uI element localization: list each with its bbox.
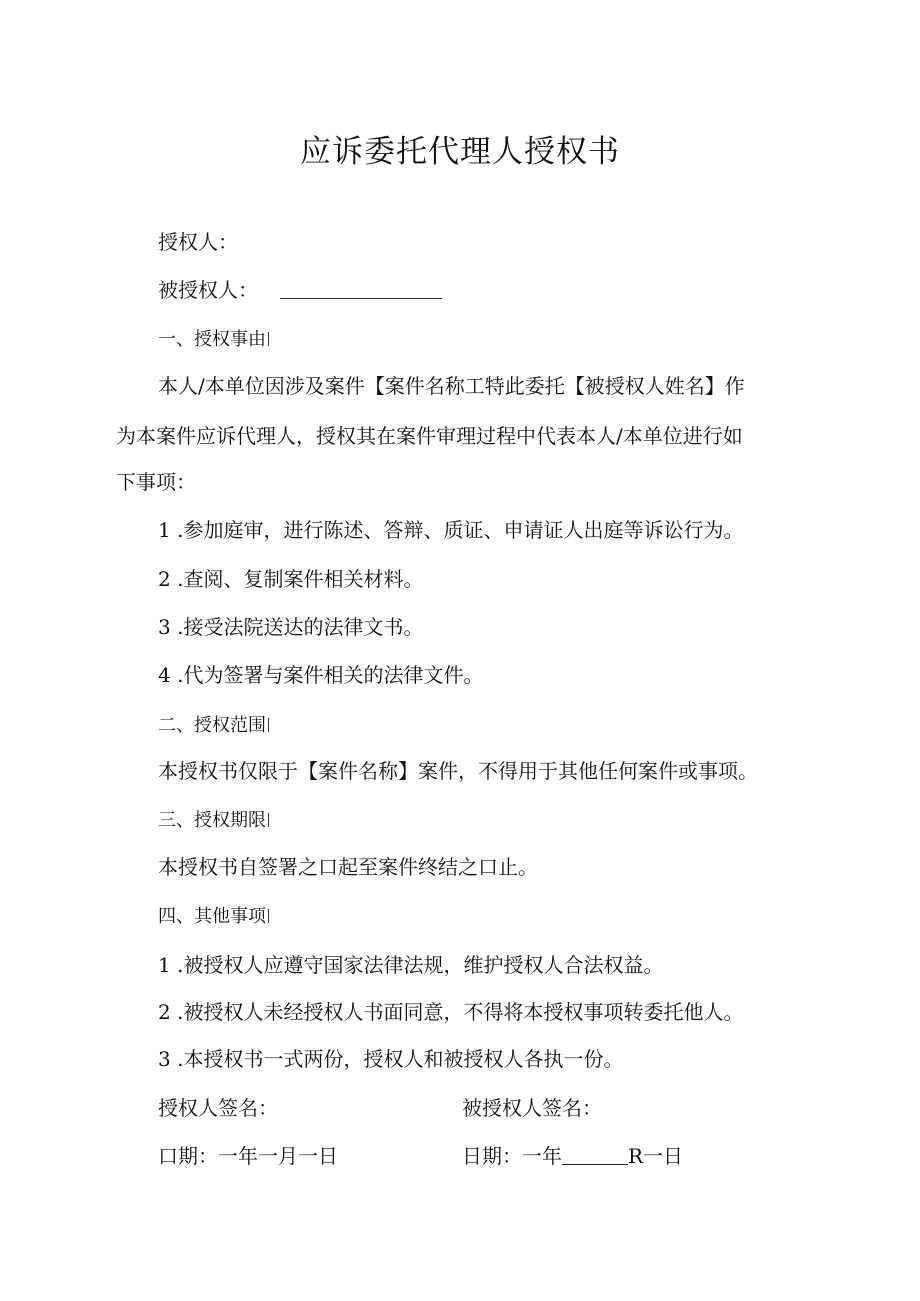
item-number: 3	[158, 615, 171, 639]
grantee-date	[462, 1142, 683, 1170]
item-text: .接受法院送达的法律文书。	[177, 615, 424, 639]
grantee-name-blank	[280, 278, 442, 299]
section1-item-4	[158, 661, 483, 689]
section1-item-2	[158, 565, 423, 593]
grantee-date-prefix: 日期：一年	[462, 1144, 562, 1168]
month-blank	[562, 1144, 628, 1165]
cursor-mark	[268, 718, 269, 732]
section1-item-1	[158, 516, 743, 544]
item-text: .查阅、复制案件相关材料。	[177, 567, 424, 591]
section1-item-3	[158, 613, 423, 641]
cursor-mark	[268, 332, 269, 346]
item-number: 2	[158, 1000, 171, 1024]
cursor-mark	[268, 909, 269, 923]
section2-heading	[158, 712, 269, 740]
section1-body-line-3: 下事项：	[116, 470, 196, 494]
item-number: 1	[158, 518, 171, 542]
grantor-date: 口期：一年一月一日	[158, 1144, 338, 1168]
item-text: .参加庭审，进行陈述、答辩、质证、申请证人出庭等诉讼行为。	[177, 518, 744, 542]
item-number: 4	[158, 663, 171, 687]
section4-heading-text: 四、其他事项	[158, 906, 266, 927]
grantor-signature-label: 授权人签名：	[158, 1096, 278, 1120]
item-number: 3	[158, 1047, 171, 1071]
document-title: 应诉委托代理人授权书	[300, 134, 620, 170]
item-text: .被授权人应遵守国家法律法规，维护授权人合法权益。	[177, 953, 664, 977]
item-text: .被授权人未经授权人书面同意，不得将本授权事项转委托他人。	[177, 1000, 744, 1024]
grantee-date-suffix: R一日	[628, 1144, 684, 1168]
section3-heading-text: 三、授权期限	[158, 810, 266, 831]
section4-item-1	[158, 951, 663, 979]
section1-body-line-1: 本人/本单位因涉及案件【案件名称工特此委托【被授权人姓名】作	[158, 374, 745, 398]
section4-item-3	[158, 1045, 623, 1073]
section2-body: 本授权书仅限于【案件名称】案件，不得用于其他任何案件或事项。	[158, 759, 758, 783]
section1-body-line-2: 为本案件应诉代理人，授权其在案件审理过程中代表本人/本单位进行如	[116, 424, 743, 448]
grantee-label: 被授权人：	[158, 278, 258, 302]
section4-item-2	[158, 998, 743, 1026]
section1-heading	[158, 326, 269, 354]
grantee-signature-label: 被授权人签名：	[462, 1096, 602, 1120]
section3-heading	[158, 807, 269, 835]
grantee-line	[158, 276, 442, 304]
section1-heading-text: 一、授权事由	[158, 329, 266, 350]
item-number: 1	[158, 953, 171, 977]
section3-body: 本授权书自签署之口起至案件终结之口止。	[158, 855, 538, 879]
grantor-label: 授权人：	[158, 230, 238, 254]
item-number: 2	[158, 567, 171, 591]
section4-heading	[158, 903, 269, 931]
item-text: .本授权书一式两份，授权人和被授权人各执一份。	[177, 1047, 624, 1071]
section2-heading-text: 二、授权范围	[158, 715, 266, 736]
item-text: .代为签署与案件相关的法律文件。	[177, 663, 484, 687]
cursor-mark	[268, 813, 269, 827]
